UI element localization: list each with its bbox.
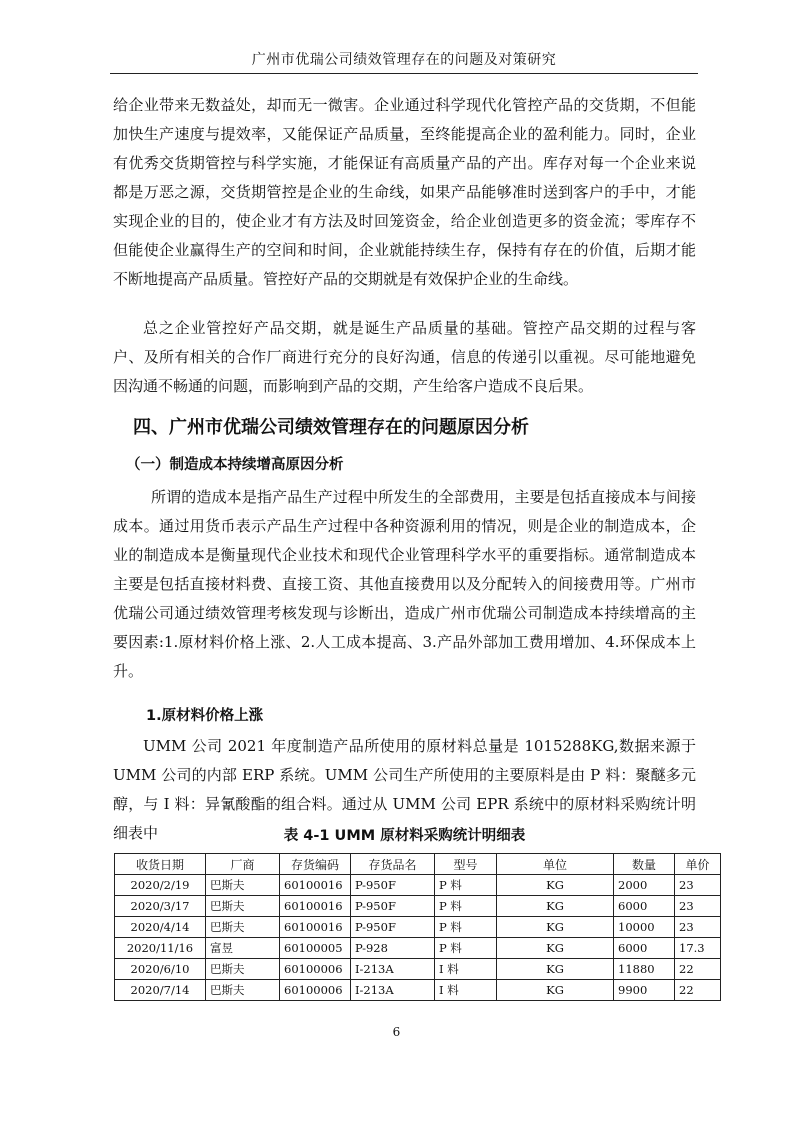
header-cell: 数量: [614, 854, 675, 875]
header-cell: 型号: [435, 854, 497, 875]
table-cell: P 料: [435, 938, 497, 959]
table-cell: KG: [497, 917, 614, 938]
table-cell: 2020/3/17: [115, 896, 206, 917]
table-cell: 2020/2/19: [115, 875, 206, 896]
table-cell: I 料: [435, 959, 497, 980]
table-cell: 60100016: [280, 917, 351, 938]
material-purchase-table: [114, 853, 721, 1001]
table-cell: KG: [497, 896, 614, 917]
body-paragraph-4: UMM 公司 2021 年度制造产品所使用的原材料总量是 1015288KG,数据来源于 UMM 公司的内部 ERP 系统。UMM 公司生产所使用的主要原料是由 P 料：聚醚多元醇，与 I 料：异氰酸酯的组合料。通过从 UMM 公司 EPR 系统中的原材料采购统计明细表中: [113, 737, 696, 842]
table-cell: 60100006: [280, 959, 351, 980]
table-cell: 巴斯夫: [206, 980, 280, 1001]
table-cell: 2020/7/14: [115, 980, 206, 1001]
table-cell: KG: [497, 980, 614, 1001]
table-cell: 巴斯夫: [206, 875, 280, 896]
table-cell: P 料: [435, 875, 497, 896]
table-cell: 22: [675, 959, 721, 980]
table-cell: 11880: [614, 959, 675, 980]
header-cell: 单价: [675, 854, 721, 875]
table-cell: 22: [675, 980, 721, 1001]
table-cell: 23: [675, 875, 721, 896]
body-paragraph-2: 总之企业管控好产品交期，就是诞生产品质量的基础。管控产品交期的过程与客户、及所有相关的合作厂商进行充分的良好沟通，信息的传递引以重视。尽可能地避免因沟通不畅通的问题，而影响到产品的交期，产生给客户造成不良后果。: [113, 319, 696, 395]
table-cell: KG: [497, 938, 614, 959]
table-cell: P-928: [351, 938, 435, 959]
table-cell: 60100016: [280, 875, 351, 896]
table-cell: 6000: [614, 938, 675, 959]
table-cell: 2020/6/10: [115, 959, 206, 980]
section-heading: 四、广州市优瑞公司绩效管理存在的问题原因分析: [133, 417, 529, 438]
table-cell: 巴斯夫: [206, 917, 280, 938]
table-cell: 23: [675, 896, 721, 917]
table-cell: 富昱: [206, 938, 280, 959]
table-cell: I-213A: [351, 980, 435, 1001]
table-row: [115, 938, 721, 959]
table-cell: 9900: [614, 980, 675, 1001]
subsection-heading: （一）制造成本持续增高原因分析: [126, 457, 344, 473]
table-cell: P-950F: [351, 875, 435, 896]
header-cell: 厂商: [206, 854, 280, 875]
table-cell: 60100005: [280, 938, 351, 959]
table-cell: 23: [675, 917, 721, 938]
table-cell: 6000: [614, 896, 675, 917]
table-cell: P-950F: [351, 917, 435, 938]
table-row: [115, 917, 721, 938]
body-paragraph-1: 给企业带来无数益处，却而无一微害。企业通过科学现代化管控产品的交货期，不但能加快生产速度与提效率，又能保证产品质量，至终能提高企业的盈利能力。同时，企业有优秀交货期管控与科学实施，才能保证有高质量产品的产出。库存对每一个企业来说都是万恶之源，交货期管控是企业的生命线，如果产品能够准时送到客户的手中，才能实现企业的目的，使企业才有方法及时回笼资金，给企业创造更多的资金流；零库存不但能使企业赢得生产的空间和时间，企业就能持续生存，保持有存在的价值，后期才能不断地提高产品质量。管控好产品的交期就是有效保护企业的生命线。: [113, 96, 696, 288]
page-number: 6: [392, 1025, 401, 1039]
table-cell: 巴斯夫: [206, 959, 280, 980]
table-cell: 17.3: [675, 938, 721, 959]
table-cell: I 料: [435, 980, 497, 1001]
table-cell: KG: [497, 959, 614, 980]
table-cell: P 料: [435, 917, 497, 938]
table-cell: 60100006: [280, 980, 351, 1001]
header-cell: 收货日期: [115, 854, 206, 875]
table-cell: 2000: [614, 875, 675, 896]
header-cell: 存货品名: [351, 854, 435, 875]
item-heading: 1.原材料价格上涨: [146, 708, 264, 724]
table-cell: P-950F: [351, 896, 435, 917]
header-cell: 单位: [497, 854, 614, 875]
table-cell: 2020/4/14: [115, 917, 206, 938]
table-cell: 60100016: [280, 896, 351, 917]
table-header-row: [115, 854, 721, 875]
table-row: [115, 959, 721, 980]
table-cell: P 料: [435, 896, 497, 917]
table-row: [115, 980, 721, 1001]
page-header-title: 广州市优瑞公司绩效管理存在的问题及对策研究: [251, 52, 557, 68]
table-row: [115, 875, 721, 896]
table-caption: 表 4-1 UMM 原材料采购统计明细表: [283, 828, 526, 844]
body-paragraph-3: 所谓的造成本是指产品生产过程中所发生的全部费用，主要是包括直接成本与间接成本。通过用货币表示产品生产过程中各种资源利用的情况，则是企业的制造成本，企业的制造成本是衡量现代企业技术和现代企业管理科学水平的重要指标。通常制造成本主要是包括直接材料费、直接工资、其他直接费用以及分配转入的间接费用等。广州市优瑞公司通过绩效管理考核发现与诊断出，造成广州市优瑞公司制造成本持续增高的主要因素:1.原材料价格上涨、2.人工成本提高、3.产品外部加工费用增加、4.环保成本上升。: [113, 488, 696, 680]
table-cell: 10000: [614, 917, 675, 938]
table-cell: I-213A: [351, 959, 435, 980]
header-divider: [110, 73, 698, 74]
table-row: [115, 896, 721, 917]
table-cell: 巴斯夫: [206, 896, 280, 917]
table-cell: KG: [497, 875, 614, 896]
table-cell: 2020/11/16: [115, 938, 206, 959]
header-cell: 存货编码: [280, 854, 351, 875]
